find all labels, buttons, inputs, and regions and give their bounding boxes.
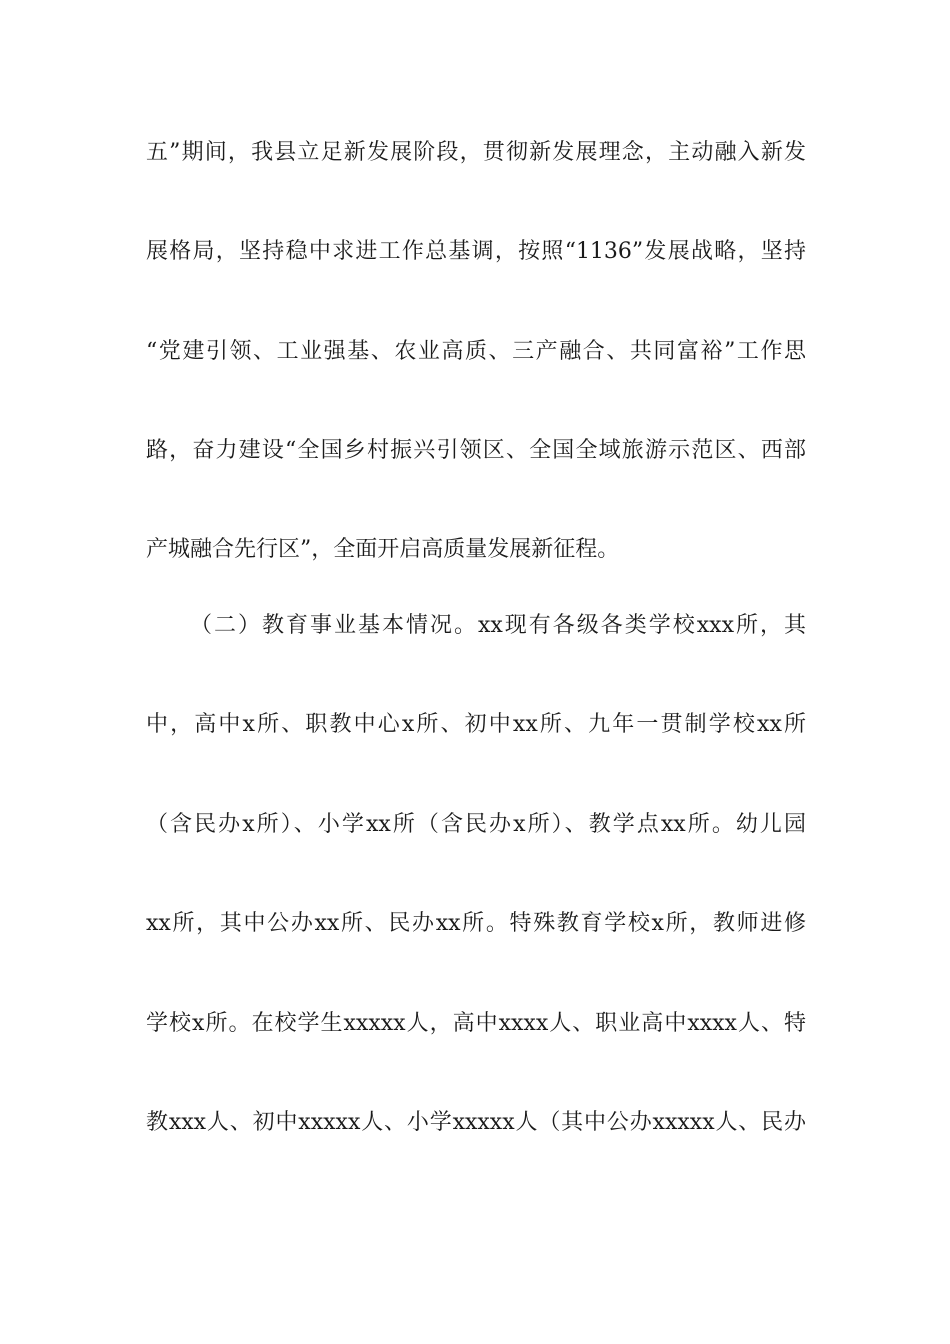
text-line-10: 学校x所。在校学生xxxxx人，高中xxxx人、职业高中xxxx人、特	[146, 1011, 806, 1036]
text-line-1: 五”期间，我县立足新发展阶段，贯彻新发展理念，主动融入新发	[146, 140, 806, 165]
text-line-4: 路，奋力建设“全国乡村振兴引领区、全国全域旅游示范区、西部	[146, 438, 806, 463]
text-line-5: 产城融合先行区”，全面开启高质量发展新征程。	[146, 537, 620, 562]
text-line-9: xx所，其中公办xx所、民办xx所。特殊教育学校x所，教师进修	[146, 911, 806, 936]
text-line-11: 教xxx人、初中xxxxx人、小学xxxxx人（其中公办xxxxx人、民办	[146, 1110, 806, 1135]
text-line-8: （含民办x所）、小学xx所（含民办x所）、教学点xx所。幼儿园	[146, 812, 806, 837]
text-line-2: 展格局，坚持稳中求进工作总基调，按照“1136”发展战略，坚持	[146, 239, 806, 264]
text-line-3: “党建引领、工业强基、农业高质、三产融合、共同富裕”工作思	[146, 339, 806, 364]
section-heading-line: （二）教育事业基本情况。xx现有各级各类学校xxx所，其	[190, 613, 806, 638]
text-line-7: 中，高中x所、职教中心x所、初中xx所、九年一贯制学校xx所	[146, 712, 806, 737]
